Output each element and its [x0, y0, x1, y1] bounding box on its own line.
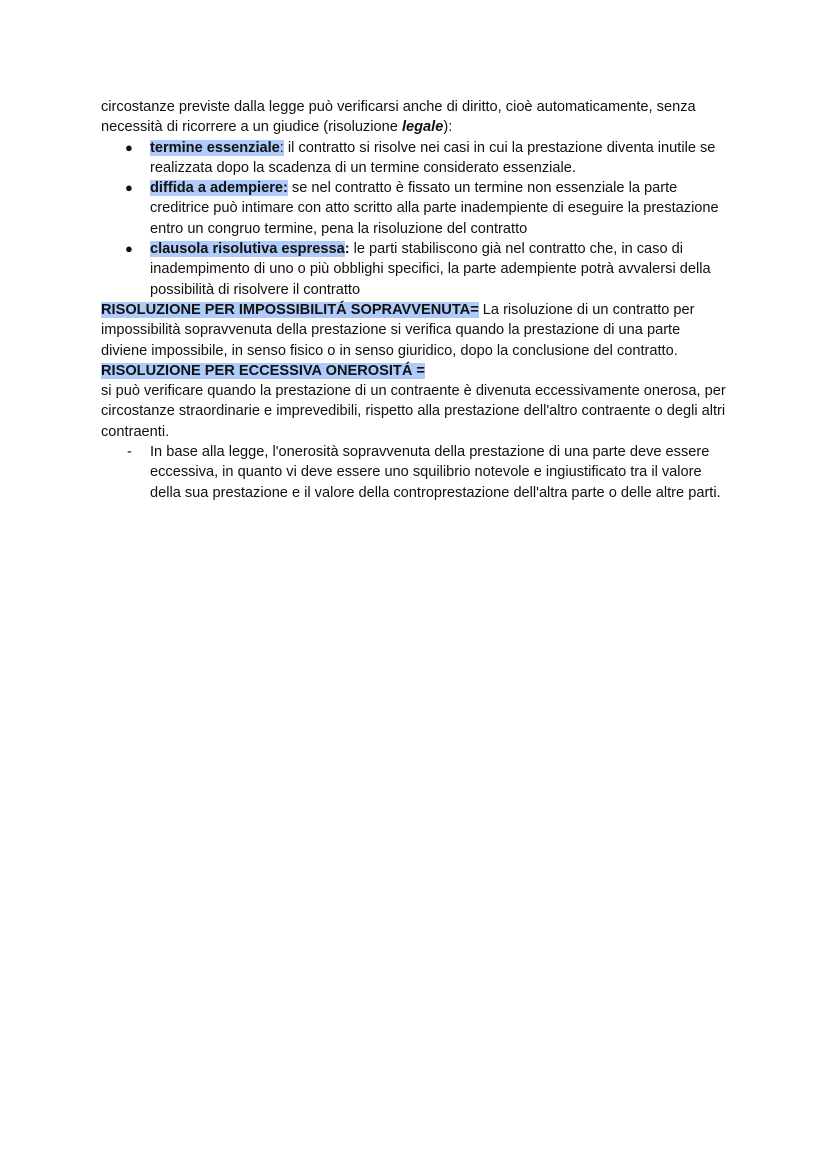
bullet-icon: ● [125, 139, 133, 155]
onerosity-heading-line [101, 361, 727, 381]
bullet-icon: ● [125, 180, 133, 196]
list-item [125, 178, 727, 239]
bullet-icon: ● [125, 241, 133, 257]
case-term: clausola risolutiva espressa [150, 241, 345, 258]
list-item [125, 138, 727, 179]
impossibility-text: La risoluzione di un contratto per impossibilità sopravvenuta della prestazione si verifica quando la prestazione di una parte diviene impossibile, in senso fisico o in senso giuridico, dopo la conclusione del contratto. [101, 301, 695, 359]
legal-cases-list [101, 138, 727, 300]
intro-paragraph [101, 97, 727, 138]
case-term-suffix: : [279, 139, 284, 156]
impossibility-paragraph [101, 300, 727, 361]
list-item [127, 442, 727, 503]
intro-text: circostanze previste dalla legge può verificarsi anche di diritto, cioè automaticamente, senza necessità di ricorrere a un giudice (risoluzione [101, 99, 696, 136]
case-text: se nel contratto è fissato un termine non essenziale la parte creditrice può intimare con atto scritto alla parte inadempiente di eseguire la prestazione entro un congruo termine, pena la risoluzione del contratto [150, 180, 719, 237]
intro-emphasis: legale [401, 119, 444, 136]
onerosity-paragraph: si può verificare quando la prestazione di un contraente è divenuta eccessivamente onerosa, per circostanze straordinarie e imprevedibili, rispetto alla prestazione dell'altro contraente o degli altri contraenti. [101, 383, 726, 440]
case-term-suffix: : [344, 241, 350, 258]
list-item [125, 239, 727, 300]
case-term: diffida a adempiere: [150, 180, 288, 197]
note-text: In base alla legge, l'onerosità sopravvenuta della prestazione di una parte deve essere eccessiva, in quanto vi deve essere uno squilibrio notevole e ingiustificato tra il valore della sua prestazione e il valore della controprestazione dell'altra parte o delle altre parti. [150, 444, 721, 501]
case-term: termine essenziale [150, 139, 280, 156]
intro-tail: ): [443, 119, 453, 136]
impossibility-heading: RISOLUZIONE PER IMPOSSIBILITÁ SOPRAVVENUTA= [101, 301, 479, 318]
onerosity-notes-list [101, 442, 727, 503]
case-text: le parti stabiliscono già nel contratto che, in caso di inadempimento di uno o più obblighi specifici, la parte adempiente potrà avvalersi della possibilità di risolvere il contratto [150, 241, 711, 298]
onerosity-heading: RISOLUZIONE PER ECCESSIVA ONEROSITÁ = [101, 362, 425, 379]
dash-icon: - [127, 444, 132, 461]
case-text: il contratto si risolve nei casi in cui la prestazione diventa inutile se realizzata dopo la scadenza di un termine considerato essenziale. [150, 139, 716, 176]
document-body [101, 97, 727, 503]
